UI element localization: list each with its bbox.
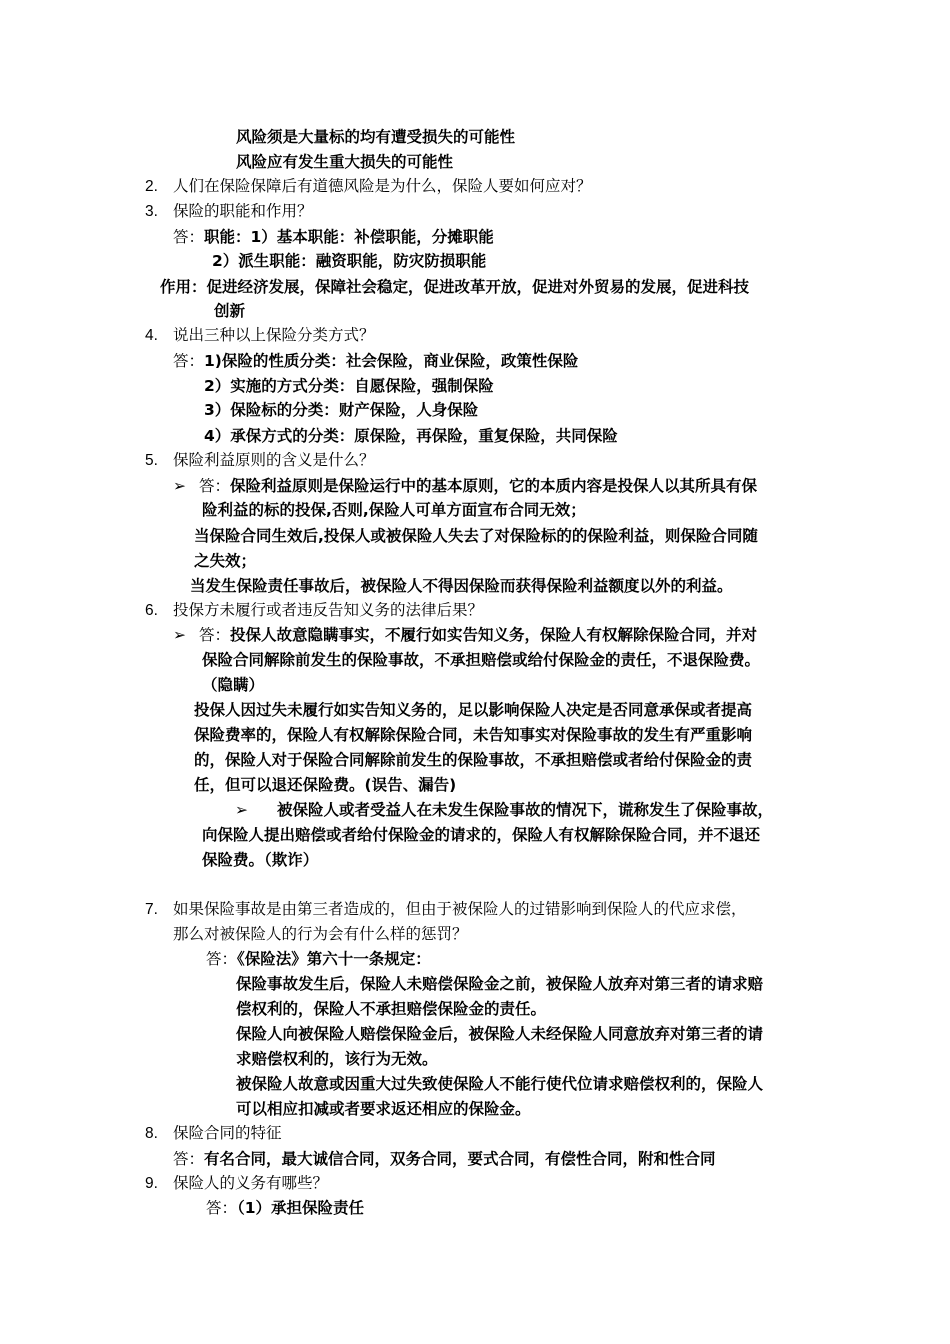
answer-5-line: 之失效；: [194, 552, 257, 570]
question-3: 3. 保险的职能和作用？: [145, 202, 313, 220]
question-6: 6. 投保方未履行或者违反告知义务的法律后果？: [145, 601, 484, 619]
answer-6-line: 的，保险人对于保险合同解除前发生的保险事故，不承担赔偿或者给付保险金的责: [194, 751, 753, 769]
answer-3-line: 创新: [214, 302, 246, 320]
arrow-bullet-icon: ➢: [173, 626, 186, 644]
answer-4-line: 2）实施的方式分类：自愿保险，强制保险: [204, 377, 494, 395]
answer-6-line: ➢ 答：投保人故意隐瞒事实，不履行如实告知义务，保险人有权解除保险合同，并对: [173, 623, 757, 648]
answer-7-line: 保险人向被保险人赔偿保险金后，被保险人未经保险人同意放弃对第三者的请: [236, 1025, 764, 1043]
answer-5-line: ➢ 答：保险利益原则是保险运行中的基本原则，它的本质内容是投保人以其所具有保: [173, 474, 757, 499]
answer-6-line: 保险费率的，保险人有权解除保险合同，未告知事实对保险事故的发生有严重影响: [194, 726, 753, 744]
question-2: 2. 人们在保险保障后有道德风险是为什么，保险人要如何应对？: [145, 177, 592, 195]
arrow-bullet-icon: ➢: [235, 801, 248, 819]
answer-4-line: 4）承保方式的分类：原保险，再保险，重复保险，共同保险: [204, 427, 618, 445]
answer-6-line: 向保险人提出赔偿或者给付保险金的请求的，保险人有权解除保险合同，并不退还: [202, 826, 761, 844]
answer-6-line: 保险合同解除前发生的保险事故，不承担赔偿或给付保险金的责任，不退保险费。: [202, 651, 761, 669]
risk-condition-line: 风险应有发生重大损失的可能性: [236, 153, 454, 171]
answer-7-line: 求赔偿权利的，该行为无效。: [236, 1050, 438, 1068]
answer-4-line: 3）保险标的分类：财产保险，人身保险: [204, 401, 479, 419]
question-5: 5. 保险利益原则的含义是什么？: [145, 451, 375, 469]
answer-9-line: 答：（1）承担保险责任: [206, 1199, 365, 1217]
answer-7-line: 被保险人故意或因重大过失致使保险人不能行使代位请求赔偿权利的，保险人: [236, 1075, 764, 1093]
arrow-bullet-icon: ➢: [173, 477, 186, 495]
answer-5-line: 当保险合同生效后,投保人或被保险人失去了对保险标的的保险利益，则保险合同随: [194, 527, 758, 545]
answer-3-line: 作用：促进经济发展，保障社会稳定，促进改革开放，促进对外贸易的发展，促进科技: [160, 278, 750, 296]
answer-8-line: 答：有名合同，最大诚信合同，双务合同，要式合同，有偿性合同，附和性合同: [173, 1150, 716, 1168]
answer-7-line: 可以相应扣减或者要求返还相应的保险金。: [236, 1100, 531, 1118]
answer-6-line: ➢ 被保险人或者受益人在未发生保险事故的情况下，谎称发生了保险事故，: [235, 798, 773, 823]
answer-7-line: 保险事故发生后，保险人未赔偿保险金之前，被保险人放弃对第三者的请求赔: [236, 975, 764, 993]
answer-7-line: 答：《保险法》第六十一条规定：: [206, 950, 431, 968]
answer-6-line: 投保人因过失未履行如实告知义务的，足以影响保险人决定是否同意承保或者提高: [194, 701, 753, 719]
question-8: 8. 保险合同的特征: [145, 1124, 282, 1142]
answer-6-line: 保险费。（欺诈）: [202, 851, 319, 869]
question-7: 7. 如果保险事故是由第三者造成的，但由于被保险人的过错影响到保险人的代应求偿，: [145, 900, 747, 918]
risk-condition-line: 风险须是大量标的均有遭受损失的可能性: [236, 128, 516, 146]
answer-5-line: 当发生保险责任事故后，被保险人不得因保险而获得保险利益额度以外的利益。: [190, 577, 733, 595]
answer-7-line: 偿权利的，保险人不承担赔偿保险金的责任。: [236, 1000, 547, 1018]
answer-6-line: （隐瞒）: [202, 676, 265, 694]
answer-6-line: 任，但可以退还保险费。(误告、漏告): [194, 776, 457, 794]
answer-5-line: 险利益的标的投保,否则,保险人可单方面宣布合同无效；: [202, 501, 586, 519]
answer-3-line: 答：职能：1）基本职能：补偿职能，分摊职能: [173, 228, 494, 246]
question-4: 4. 说出三种以上保险分类方式？: [145, 326, 375, 344]
question-9: 9. 保险人的义务有哪些？: [145, 1174, 329, 1192]
answer-3-line: 2）派生职能：融资职能，防灾防损职能: [212, 252, 487, 270]
question-7: 那么对被保险人的行为会有什么样的惩罚？: [173, 925, 468, 943]
answer-4-line: 答：1)保险的性质分类：社会保险，商业保险，政策性保险: [173, 352, 579, 370]
